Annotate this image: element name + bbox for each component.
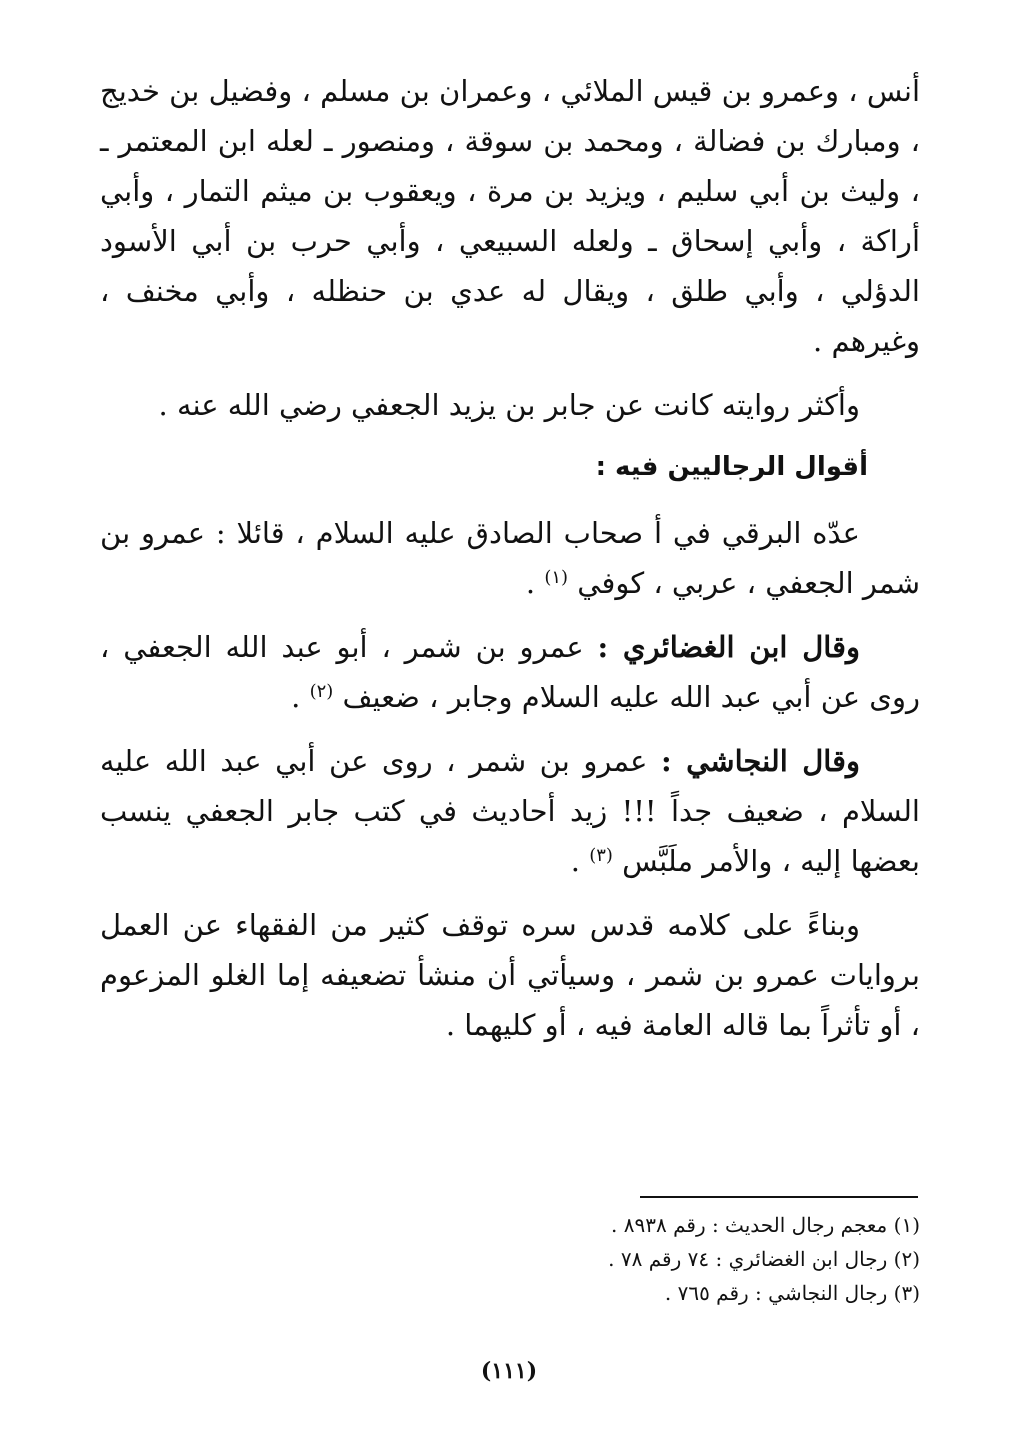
- barqi-text: عدّه البرقي في أ صحاب الصادق عليه السلام ، قائلا : عمرو بن شمر الجعفي ، عربي ، كوفي: [100, 516, 920, 600]
- footnote-ref-2[interactable]: (٢): [309, 681, 334, 702]
- most-narration-paragraph: وأكثر روايته كانت عن جابر بن يزيد الجعفي رضي الله عنه .: [158, 388, 860, 422]
- barqi-paragraph: [100, 508, 920, 608]
- intro-paragraph: أنس ، وعمرو بن قيس الملائي ، وعمران بن مسلم ، وفضيل بن خديج ، ومبارك بن فضالة ، ومحمد بن سوقة ، ومنصور ـ لعله ابن المعتمر ـ ، وليث بن أبي سليم ، ويزيد بن مرة ، ويعقوب بن ميثم التمار ، وأبي أراكة ، وأبي إسحاق ـ ولعله السبيعي ، وأبي حرب بن أبي الأسود الدؤلي ، وأبي طلق ، ويقال له عدي بن حنظله ، وأبي مخنف ، وغيرهم .: [100, 74, 920, 358]
- najashi-text: عمرو بن شمر ، روى عن أبي عبد الله عليه السلام ، ضعيف جداً !!! زيد أحاديث في كتب جابر الجعفي ينسب بعضها إليه ، والأمر ملَبَّس: [100, 744, 920, 878]
- conclusion-paragraph: وبناءً على كلامه قدس سره توقف كثير من الفقهاء عن العمل بروايات عمرو بن شمر ، وسيأتي أن منشأ تضعيفه إما الغلو المزعوم ، أو تأثراً بما قاله العامة فيه ، أو كليهما .: [100, 908, 920, 1042]
- najashi-lead: وقال النجاشي :: [661, 744, 860, 778]
- barqi-end: .: [525, 566, 536, 600]
- section-heading: أقوال الرجاليين فيه :: [595, 452, 868, 482]
- ghadairi-end: .: [291, 680, 301, 714]
- footnote-2: (٢) رجال ابن الغضائري : ٧٤ رقم ٧٨ .: [608, 1247, 920, 1271]
- ghadairi-paragraph: [100, 622, 920, 722]
- ghadairi-text: عمرو بن شمر ، أبو عبد الله الجعفي ، روى عن أبي عبد الله عليه السلام وجابر ، ضعيف: [100, 630, 920, 714]
- page-number: (١١١): [480, 1358, 538, 1384]
- ghadairi-lead: وقال ابن الغضائري :: [597, 630, 860, 664]
- najashi-end: .: [570, 844, 580, 878]
- najashi-paragraph: [100, 736, 920, 886]
- page-body: [100, 66, 920, 1050]
- footnote-3: (٣) رجال النجاشي : رقم ٧٦٥ .: [664, 1281, 920, 1305]
- footnote-divider: [640, 1196, 918, 1198]
- footnotes: [540, 1208, 920, 1310]
- footnote-ref-1[interactable]: (١): [544, 567, 569, 588]
- footnote-1: (١) معجم رجال الحديث : رقم ٨٩٣٨ .: [611, 1213, 920, 1237]
- footnote-ref-3[interactable]: (٣): [589, 845, 613, 866]
